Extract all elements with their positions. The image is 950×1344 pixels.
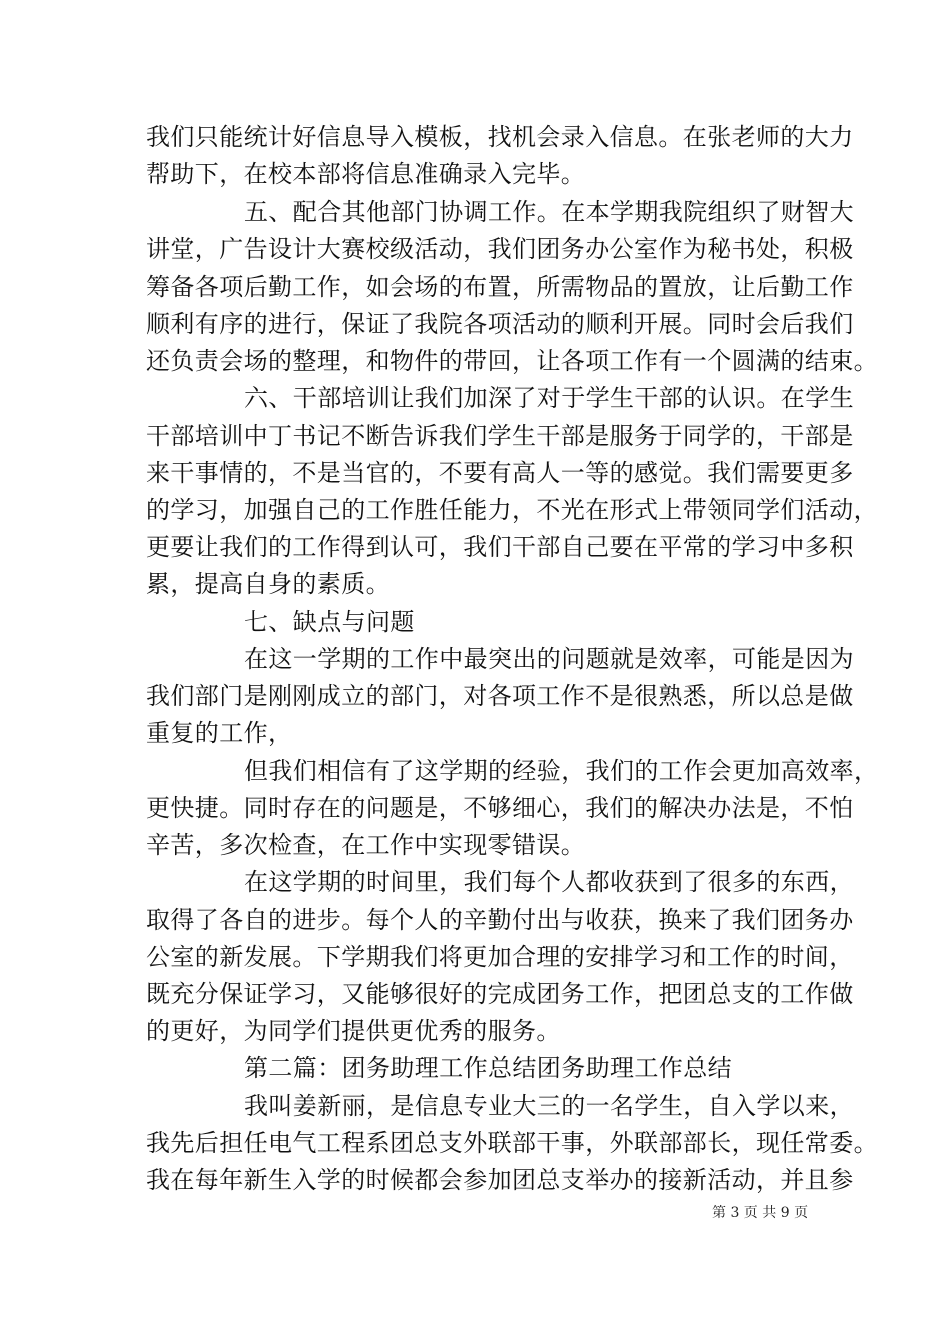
- text-line-4: 讲堂，广告设计大赛校级活动，我们团务办公室作为秘书处，积极: [146, 235, 854, 263]
- text-line-20: 辛苦，多次检查，在工作中实现零错误。: [146, 831, 586, 859]
- text-line-15: 在这一学期的工作中最突出的问题就是效率，可能是因为: [244, 645, 854, 673]
- text-line-25: 的更好，为同学们提供更优秀的服务。: [146, 1017, 561, 1045]
- text-line-28: 我先后担任电气工程系团总支外联部干事，外联部部长，现任常委。: [146, 1129, 878, 1157]
- text-line-19: 更快捷。同时存在的问题是，不够细心，我们的解决办法是，不怕: [146, 794, 854, 822]
- text-line-21: 在这学期的时间里，我们每个人都收获到了很多的东西，: [244, 868, 854, 896]
- text-line-23: 公室的新发展。下学期我们将更加合理的安排学习和工作的时间，: [146, 943, 854, 971]
- text-line-22: 取得了各自的进步。每个人的辛勤付出与收获，换来了我们团务办: [146, 906, 854, 934]
- page-number-footer: 第 3 页 共 9 页: [712, 1205, 809, 1221]
- text-line-18: 但我们相信有了这学期的经验，我们的工作会更加高效率，: [244, 757, 879, 785]
- text-line-8: 六、干部培训让我们加深了对于学生干部的认识。在学生: [244, 384, 854, 412]
- text-line-1: 我们只能统计好信息导入模板，找机会录入信息。在张老师的大力: [146, 123, 854, 151]
- text-line-17: 重复的工作，: [146, 719, 293, 747]
- text-line-10: 来干事情的，不是当官的，不要有高人一等的感觉。我们需要更多: [146, 459, 854, 487]
- text-line-11: 的学习，加强自己的工作胜任能力，不光在形式上带领同学们活动，: [146, 496, 878, 524]
- text-line-5: 筹备各项后勤工作，如会场的布置，所需物品的置放，让后勤工作: [146, 273, 854, 301]
- text-line-29: 我在每年新生入学的时候都会参加团总支举办的接新活动，并且参: [146, 1166, 854, 1194]
- text-line-24: 既充分保证学习，又能够很好的完成团务工作，把团总支的工作做: [146, 980, 854, 1008]
- text-line-14: 七、缺点与问题: [244, 608, 415, 636]
- text-line-13: 累，提高自身的素质。: [146, 570, 390, 598]
- text-line-9: 干部培训中丁书记不断告诉我们学生干部是服务于同学的，干部是: [146, 422, 854, 450]
- text-line-16: 我们部门是刚刚成立的部门，对各项工作不是很熟悉，所以总是做: [146, 682, 854, 710]
- text-line-6: 顺利有序的进行，保证了我院各项活动的顺利开展。同时会后我们: [146, 310, 854, 338]
- text-line-27: 我叫姜新丽，是信息专业大三的一名学生，自入学以来，: [244, 1092, 854, 1120]
- text-line-12: 更要让我们的工作得到认可，我们干部自己要在平常的学习中多积: [146, 533, 854, 561]
- section-heading: 第二篇：团务助理工作总结团务助理工作总结: [244, 1054, 732, 1082]
- text-line-7: 还负责会场的整理，和物件的带回，让各项工作有一个圆满的结束。: [146, 347, 878, 375]
- text-line-2: 帮助下，在校本部将信息准确录入完毕。: [146, 160, 586, 188]
- text-line-3: 五、配合其他部门协调工作。在本学期我院组织了财智大: [244, 198, 854, 226]
